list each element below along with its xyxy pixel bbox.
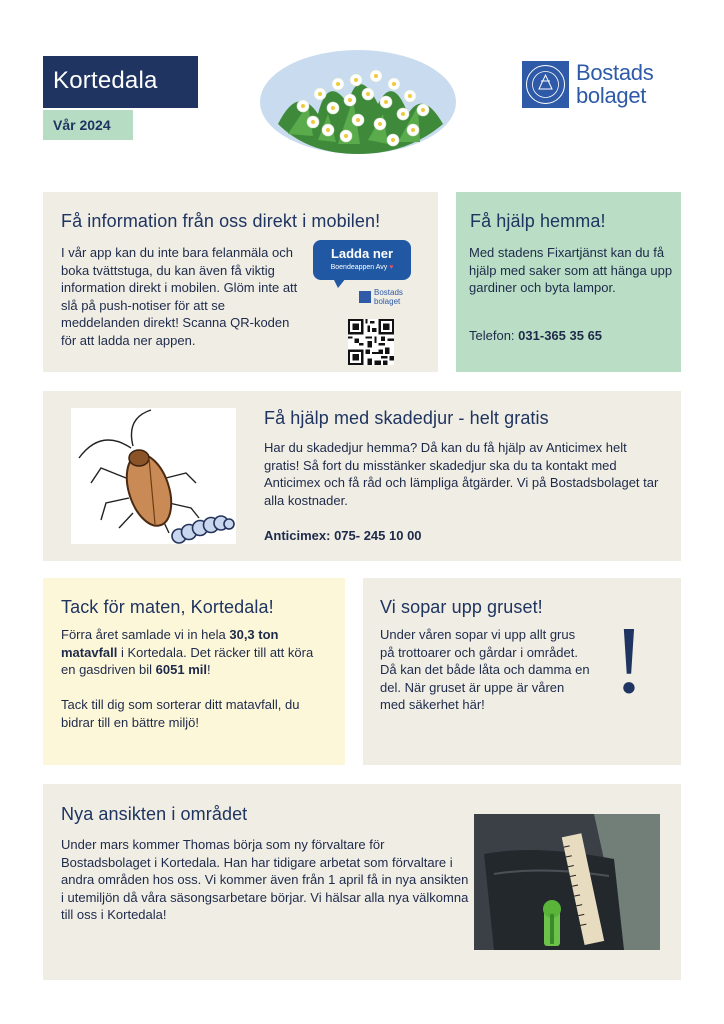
phone-label: Telefon: [469,328,515,343]
heart-icon: ♥ [389,264,394,271]
season-badge: Vår 2024 [43,110,133,140]
help-card-title: Få hjälp hemma! [470,211,606,231]
new-faces-card [43,784,681,980]
pest-control-card [43,391,681,561]
pest-card-title: Få hjälp med skadedjur - helt gratis [264,408,549,428]
pest-card-body: Har du skadedjur hemma? Då kan du få hjälp av Anticimex helt gratis! Så fort du misstänker skadedjur ska du ta kontakt med Anticimex och få råd och lämpliga åtgärder. Vi på Bostadsbolaget tar alla kostnader. [264,440,659,508]
download-app-label: Ladda ner [330,246,394,261]
mini-logo [359,289,409,307]
food-amount: 30,3 ton matavfall [61,627,279,660]
exclamation-icon: ! [613,606,645,713]
bostadsbolaget-logo [522,60,682,110]
logo-wordmark [576,61,653,107]
speech-tail [333,278,346,288]
logo-line-1: Bostads [576,60,654,85]
food-text-a: Förra året samlade vi in hela [61,627,230,642]
new-card-body: Under mars kommer Thomas börja som ny förvaltare för Bostadsbolaget i Kortedala. Han har tidigare arbetat som förvaltare i andra områden hos oss. Vi kommer även från 1 april få in nya ansikten i utemiljön då våra säsongsarbetare börjar. Vi hälsar alla nya välkomna till oss i Kortedala! [61,837,469,922]
app-name: Boendeappen Avy [330,264,388,271]
food-card-text-2: Tack till dig som sorterar ditt matavfall, du bidrar till en bättre miljö! [61,697,300,730]
mini-seal-icon [359,291,371,303]
app-card-body: I vår app kan du inte bara felanmäla och boka tvättstuga, du kan även få viktig information direkt i mobilen. Glöm inte att slå på push-notiser för att se meddelanden direkt! Scanna QR-koden för att ladda ner appen. [61,245,298,348]
qr-code-icon[interactable] [348,319,394,365]
food-text-c: ! [207,662,211,677]
city-seal-icon [522,61,569,108]
food-text-b: i Kortedala. Det räcker till att köra en gasdriven bil [61,644,314,677]
cockroach-illustration [71,408,236,544]
mini-logo-line-1: Bostads [374,288,403,297]
food-distance: 6051 mil [155,662,207,677]
app-card-title: Få information från oss direkt i mobilen! [61,211,381,231]
help-phone [469,328,602,343]
food-card-text-1 [61,626,331,679]
help-card-body: Med stadens Fixartjänst kan du få hjälp med saker som att hänga upp gardiner och byta lampor. [469,245,673,295]
download-app-sub [313,264,411,271]
app-info-card [43,192,438,372]
mini-logo-line-2: bolaget [374,296,401,306]
phone-number[interactable]: 031-365 35 65 [518,328,603,343]
gravel-card [363,578,681,765]
gravel-card-body: Under våren sopar vi upp allt grus på trottoarer och gårdar i området. Då kan det både låta och damma en del. När gruset är uppe är våren med säkerhet här! [380,627,590,712]
new-card-title: Nya ansikten i området [61,804,248,824]
gravel-card-title: Vi sopar upp gruset! [380,597,543,617]
page-title: Kortedala [43,56,198,108]
logo-line-2: bolaget [576,83,647,108]
anticimex-contact[interactable]: Anticimex: 075- 245 10 00 [264,528,422,543]
flowers-illustration [258,44,458,164]
food-card-title: Tack för maten, Kortedala! [61,597,274,617]
mini-logo-text [374,289,403,306]
food-waste-card [43,578,345,765]
download-app-badge[interactable] [313,240,411,280]
worker-pocket-photo [474,814,660,950]
home-help-card [456,192,681,372]
